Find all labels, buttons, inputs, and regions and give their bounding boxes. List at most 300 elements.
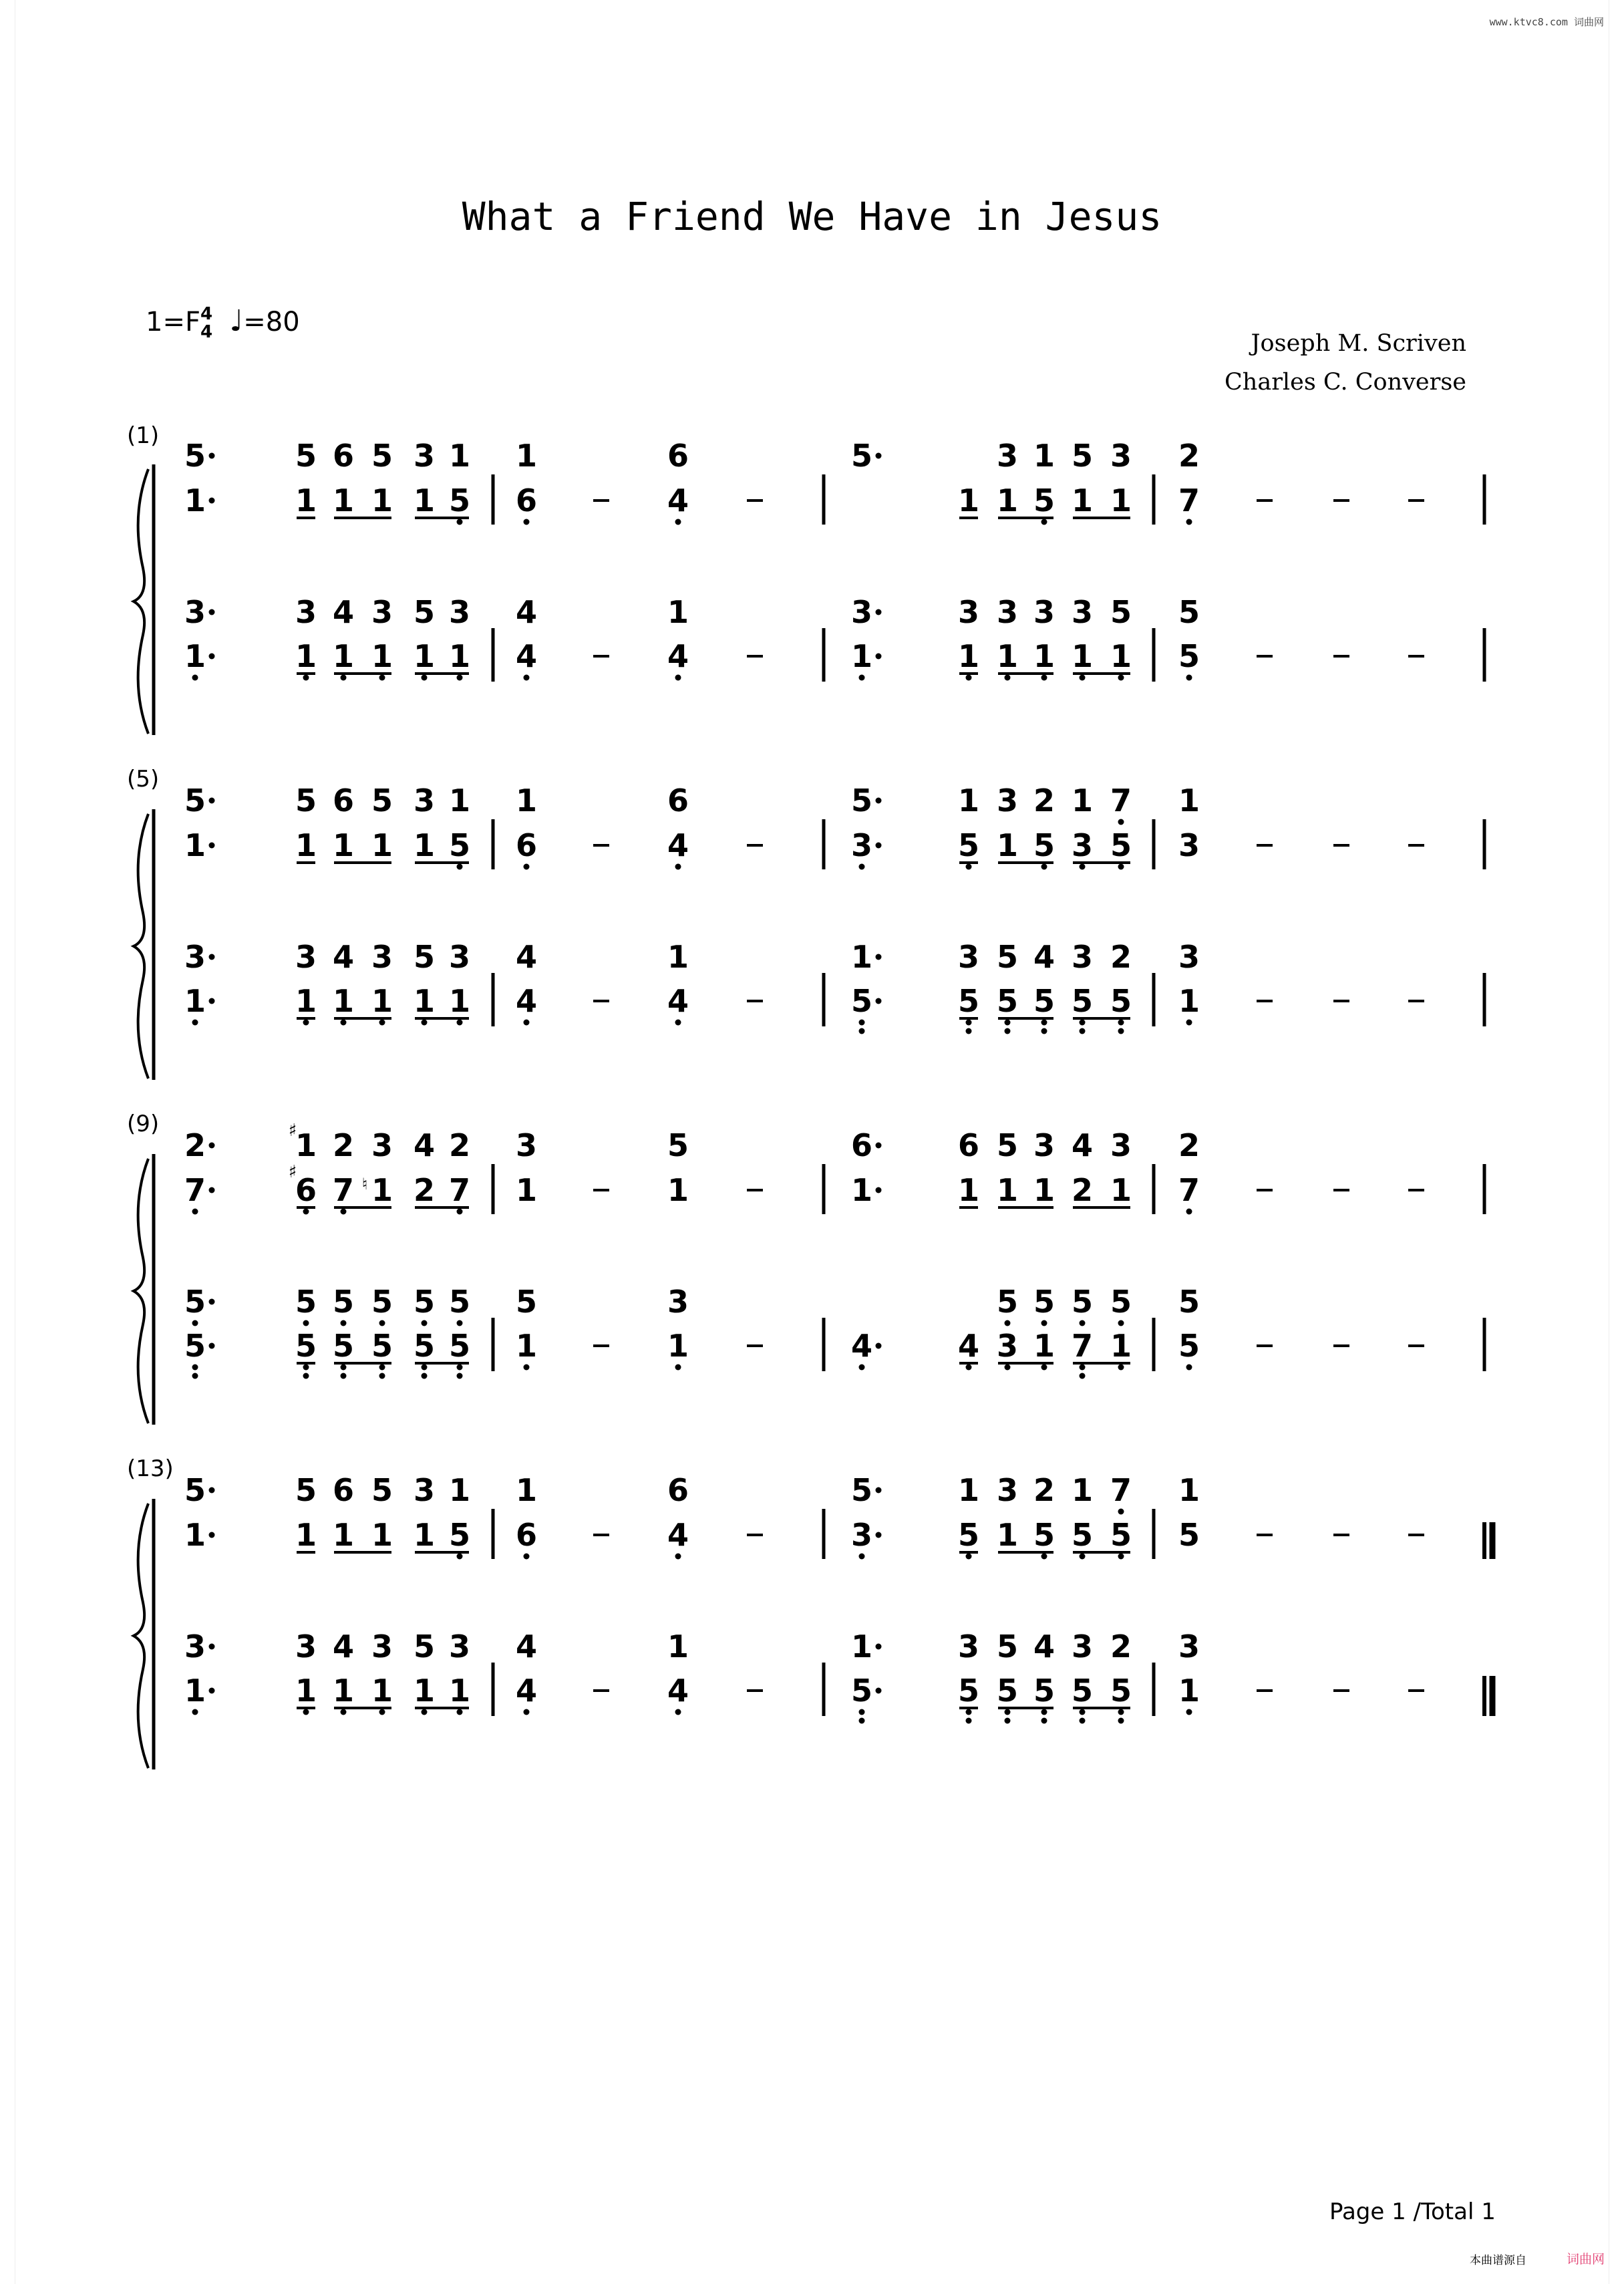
octave-dot xyxy=(457,519,463,525)
composer: Charles C. Converse xyxy=(1225,369,1466,396)
octave-dot xyxy=(1080,1028,1086,1034)
octave-dot xyxy=(1080,1709,1086,1715)
octave-dot xyxy=(1041,1365,1047,1371)
octave-dot xyxy=(1118,1320,1124,1326)
note-digit: 7 xyxy=(1178,1172,1200,1208)
note-digit: 5 xyxy=(1033,482,1055,519)
note-digit: 1 xyxy=(515,438,538,474)
octave-dot xyxy=(675,1020,681,1026)
octave-dot xyxy=(876,1688,882,1694)
octave-dot xyxy=(209,1487,215,1493)
octave-dot xyxy=(379,1320,385,1326)
note-digit: 2 xyxy=(1178,1127,1200,1163)
octave-dot xyxy=(341,1320,347,1326)
octave-dot xyxy=(859,1365,865,1371)
note-digit: 5 xyxy=(1071,1517,1094,1553)
note-digit: 1 xyxy=(413,1517,436,1553)
note-digit: 6 xyxy=(295,1172,317,1208)
note-digit: 1 xyxy=(1071,1472,1094,1508)
note-digit: 3 xyxy=(1071,1628,1094,1665)
octave-dot xyxy=(1005,1709,1011,1715)
octave-dot xyxy=(209,453,215,459)
note-digit: 3 xyxy=(667,1284,689,1320)
note-digit: 5 xyxy=(1110,1517,1132,1553)
note-digit: 1 xyxy=(413,827,436,863)
time-bottom: 4 xyxy=(200,322,213,342)
note-digit: 3 xyxy=(1110,438,1132,474)
octave-dot xyxy=(966,1554,972,1560)
octave-dot xyxy=(457,1365,463,1371)
measure-number-13: (13) xyxy=(127,1455,174,1482)
note-digit: 4 xyxy=(667,827,689,863)
note-digit: 1 xyxy=(1033,638,1055,674)
octave-dot xyxy=(876,1532,882,1538)
octave-dot xyxy=(876,1187,882,1193)
octave-dot xyxy=(966,1020,972,1026)
note-digit: 1 xyxy=(371,983,393,1019)
octave-dot xyxy=(379,675,385,681)
note-digit: 5 xyxy=(957,827,980,863)
note-digit: 5 xyxy=(295,1328,317,1364)
note-digit: 5 xyxy=(957,1673,980,1709)
note-digit: 4 xyxy=(1071,1127,1094,1163)
note-digit: 2 xyxy=(184,1127,206,1163)
note-digit: 3 xyxy=(850,594,873,630)
octave-dot xyxy=(379,1709,385,1715)
octave-dot xyxy=(1041,1709,1047,1715)
note-digit: 4 xyxy=(515,1628,538,1665)
note-digit: 3 xyxy=(371,939,393,975)
note-digit: 1 xyxy=(1110,1328,1132,1364)
octave-dot xyxy=(341,1209,347,1215)
note-digit: 3 xyxy=(1178,827,1200,863)
note-digit: 4 xyxy=(332,594,355,630)
octave-dot xyxy=(341,1365,347,1371)
note-digit: 1 xyxy=(295,983,317,1019)
octave-dot xyxy=(675,1554,681,1560)
note-digit: 1 xyxy=(448,638,471,674)
note-digit: 5 xyxy=(448,827,471,863)
note-digit: 3 xyxy=(957,939,980,975)
note-digit: 5 xyxy=(1071,1284,1094,1320)
note-digit: 5 xyxy=(1110,1673,1132,1709)
octave-dot xyxy=(859,1028,865,1034)
octave-dot xyxy=(876,1644,882,1650)
octave-dot xyxy=(1041,519,1047,525)
page-indicator: Page 1 /Total 1 xyxy=(1329,2198,1496,2225)
octave-dot xyxy=(209,1187,215,1193)
note-digit: 5 xyxy=(1178,1517,1200,1553)
note-digit: 4 xyxy=(413,1127,436,1163)
note-digit: 1 xyxy=(371,1172,393,1208)
note-digit: 1 xyxy=(184,983,206,1019)
octave-dot xyxy=(1080,1320,1086,1326)
octave-dot xyxy=(379,1365,385,1371)
note-digit: 1 xyxy=(1071,782,1094,819)
note-digit: 7 xyxy=(1178,482,1200,519)
note-digit: 5 xyxy=(1110,1284,1132,1320)
octave-dot xyxy=(422,1709,428,1715)
note-digit: 5 xyxy=(996,1628,1019,1665)
note-digit: 7 xyxy=(448,1172,471,1208)
note-digit: 1 xyxy=(371,827,393,863)
octave-dot xyxy=(1118,1020,1124,1026)
note-digit: 3 xyxy=(448,939,471,975)
note-digit: 5 xyxy=(1033,1517,1055,1553)
note-digit: 3 xyxy=(996,782,1019,819)
octave-dot xyxy=(966,1365,972,1371)
octave-dot xyxy=(209,843,215,849)
octave-dot xyxy=(379,1020,385,1026)
note-digit: 1 xyxy=(371,482,393,519)
note-digit: 5 xyxy=(996,1127,1019,1163)
octave-dot xyxy=(457,864,463,870)
octave-dot xyxy=(303,1373,309,1379)
octave-dot xyxy=(457,1709,463,1715)
octave-dot xyxy=(192,1709,198,1715)
note-digit: 5 xyxy=(1033,1284,1055,1320)
note-digit: 5 xyxy=(1071,983,1094,1019)
octave-dot xyxy=(379,1373,385,1379)
note-digit: 1 xyxy=(413,482,436,519)
note-digit: 1 xyxy=(295,1127,317,1163)
octave-dot xyxy=(1118,675,1124,681)
octave-dot xyxy=(1186,1209,1192,1215)
octave-dot xyxy=(675,675,681,681)
note-digit: 3 xyxy=(295,594,317,630)
brace xyxy=(134,469,148,734)
note-digit: 1 xyxy=(295,638,317,674)
note-digit: 3 xyxy=(184,594,206,630)
note-digit: 5 xyxy=(295,1284,317,1320)
note-digit: 1 xyxy=(1033,1328,1055,1364)
note-digit: 5 xyxy=(957,1517,980,1553)
note-digit: 3 xyxy=(295,939,317,975)
note-digit: 7 xyxy=(184,1172,206,1208)
note-digit: 2 xyxy=(1033,782,1055,819)
note-digit: 1 xyxy=(413,1673,436,1709)
note-digit: 1 xyxy=(1178,1673,1200,1709)
octave-dot xyxy=(341,1709,347,1715)
note-digit: 5 xyxy=(371,1472,393,1508)
note-digit: 3 xyxy=(1071,939,1094,975)
note-digit: 5 xyxy=(448,1517,471,1553)
sharp-icon: ♯ xyxy=(288,1121,297,1141)
octave-dot xyxy=(1118,1028,1124,1034)
quarter-note-icon: ♩ xyxy=(229,304,244,338)
note-digit: 3 xyxy=(1033,594,1055,630)
note-digit: 5 xyxy=(184,1328,206,1364)
octave-dot xyxy=(675,1709,681,1715)
note-digit: 6 xyxy=(667,438,689,474)
octave-dot xyxy=(303,1020,309,1026)
note-digit: 5 xyxy=(448,1284,471,1320)
note-digit: 5 xyxy=(1071,1673,1094,1709)
note-digit: 1 xyxy=(850,638,873,674)
octave-dot xyxy=(675,1365,681,1371)
octave-dot xyxy=(524,675,530,681)
octave-dot xyxy=(1005,675,1011,681)
note-digit: 5 xyxy=(996,983,1019,1019)
octave-dot xyxy=(303,1365,309,1371)
note-digit: 3 xyxy=(957,1628,980,1665)
octave-dot xyxy=(966,1709,972,1715)
octave-dot xyxy=(1080,1020,1086,1026)
note-digit: 6 xyxy=(332,1472,355,1508)
octave-dot xyxy=(966,1718,972,1724)
octave-dot xyxy=(876,1143,882,1149)
octave-dot xyxy=(876,453,882,459)
octave-dot xyxy=(876,954,882,960)
octave-dot xyxy=(1080,864,1086,870)
brace xyxy=(134,1159,148,1423)
octave-dot xyxy=(675,864,681,870)
octave-dot xyxy=(457,1020,463,1026)
note-digit: 4 xyxy=(515,638,538,674)
octave-dot xyxy=(209,798,215,804)
brace xyxy=(134,1504,148,1768)
note-digit: 1 xyxy=(1071,482,1094,519)
note-digit: 1 xyxy=(184,482,206,519)
note-digit: 5 xyxy=(295,438,317,474)
note-digit: 3 xyxy=(1110,1127,1132,1163)
note-digit: 5 xyxy=(996,1284,1019,1320)
note-digit: 5 xyxy=(1178,1284,1200,1320)
note-digit: 5 xyxy=(184,438,206,474)
octave-dot xyxy=(1118,1718,1124,1724)
octave-dot xyxy=(192,1320,198,1326)
note-digit: 2 xyxy=(413,1172,436,1208)
note-digit: 4 xyxy=(957,1328,980,1364)
note-digit: 1 xyxy=(448,438,471,474)
octave-dot xyxy=(209,1343,215,1349)
octave-dot xyxy=(859,1554,865,1560)
note-digit: 2 xyxy=(448,1127,471,1163)
octave-dot xyxy=(209,998,215,1004)
octave-dot xyxy=(675,519,681,525)
note-digit: 1 xyxy=(295,1517,317,1553)
octave-dot xyxy=(1041,1718,1047,1724)
source-label: 本曲谱源自 xyxy=(1470,2254,1526,2267)
note-digit: 5 xyxy=(371,438,393,474)
note-digit: 5 xyxy=(996,939,1019,975)
octave-dot xyxy=(859,1709,865,1715)
note-digit: 4 xyxy=(1033,939,1055,975)
octave-dot xyxy=(876,1343,882,1349)
note-digit: 3 xyxy=(1178,1628,1200,1665)
note-digit: 1 xyxy=(332,983,355,1019)
note-digit: 1 xyxy=(667,1628,689,1665)
note-digit: 3 xyxy=(996,438,1019,474)
note-digit: 3 xyxy=(996,1328,1019,1364)
note-digit: 2 xyxy=(1071,1172,1094,1208)
note-digit: 1 xyxy=(667,1172,689,1208)
note-digit: 3 xyxy=(850,827,873,863)
note-digit: 1 xyxy=(957,482,980,519)
note-digit: 1 xyxy=(295,827,317,863)
note-digit: 1 xyxy=(850,1628,873,1665)
note-digit: 5 xyxy=(413,1328,436,1364)
octave-dot xyxy=(1041,675,1047,681)
octave-dot xyxy=(1186,675,1192,681)
octave-dot xyxy=(457,675,463,681)
note-digit: 7 xyxy=(1110,782,1132,819)
note-digit: 3 xyxy=(448,594,471,630)
octave-dot xyxy=(1186,1365,1192,1371)
note-digit: 6 xyxy=(515,827,538,863)
note-digit: 5 xyxy=(448,482,471,519)
octave-dot xyxy=(422,1320,428,1326)
note-digit: 2 xyxy=(1033,1472,1055,1508)
note-digit: 3 xyxy=(996,1472,1019,1508)
octave-dot xyxy=(457,1554,463,1560)
octave-dot xyxy=(1118,1365,1124,1371)
note-digit: 1 xyxy=(667,1328,689,1364)
note-digit: 2 xyxy=(1110,939,1132,975)
note-digit: 4 xyxy=(1033,1628,1055,1665)
octave-dot xyxy=(209,609,215,615)
note-digit: 1 xyxy=(515,1472,538,1508)
note-digit: 1 xyxy=(1110,1172,1132,1208)
octave-dot xyxy=(1186,1020,1192,1026)
note-digit: 5 xyxy=(413,1628,436,1665)
octave-dot xyxy=(209,1688,215,1694)
note-digit: 1 xyxy=(295,482,317,519)
note-digit: 6 xyxy=(667,782,689,819)
octave-dot xyxy=(1005,1365,1011,1371)
lyricist: Joseph M. Scriven xyxy=(1251,330,1466,357)
octave-dot xyxy=(524,864,530,870)
octave-dot xyxy=(876,998,882,1004)
note-digit: 1 xyxy=(413,983,436,1019)
octave-dot xyxy=(192,1020,198,1026)
octave-dot xyxy=(422,1365,428,1371)
note-digit: 4 xyxy=(667,482,689,519)
note-digit: 1 xyxy=(413,638,436,674)
note-digit: 5 xyxy=(413,939,436,975)
note-digit: 5 xyxy=(1178,1328,1200,1364)
note-digit: 1 xyxy=(1178,782,1200,819)
note-digit: 5 xyxy=(1178,638,1200,674)
note-digit: 5 xyxy=(184,782,206,819)
octave-dot xyxy=(1005,1718,1011,1724)
note-digit: 5 xyxy=(413,1284,436,1320)
octave-dot xyxy=(1118,1509,1124,1515)
note-digit: 4 xyxy=(667,638,689,674)
note-digit: 1 xyxy=(371,1517,393,1553)
note-digit: 6 xyxy=(957,1127,980,1163)
note-digit: 5 xyxy=(295,782,317,819)
note-digit: 5 xyxy=(184,1284,206,1320)
octave-dot xyxy=(303,1709,309,1715)
octave-dot xyxy=(876,843,882,849)
note-digit: 3 xyxy=(184,939,206,975)
note-digit: 5 xyxy=(448,1328,471,1364)
note-digit: 4 xyxy=(515,594,538,630)
note-digit: 5 xyxy=(1110,827,1132,863)
note-digit: 5 xyxy=(371,1284,393,1320)
natural-icon: ♮ xyxy=(361,1175,368,1193)
note-digit: 2 xyxy=(332,1127,355,1163)
note-digit: 4 xyxy=(332,1628,355,1665)
sharp-icon: ♯ xyxy=(288,1162,297,1182)
note-digit: 5 xyxy=(515,1284,538,1320)
note-digit: 3 xyxy=(957,594,980,630)
note-digit: 1 xyxy=(184,827,206,863)
octave-dot xyxy=(341,1020,347,1026)
note-digit: 1 xyxy=(996,482,1019,519)
octave-dot xyxy=(1118,864,1124,870)
note-digit: 3 xyxy=(295,1628,317,1665)
note-digit: 1 xyxy=(996,827,1019,863)
note-digit: 5 xyxy=(850,1673,873,1709)
octave-dot xyxy=(859,675,865,681)
octave-dot xyxy=(192,1365,198,1371)
octave-dot xyxy=(1041,1320,1047,1326)
octave-dot xyxy=(1005,1028,1011,1034)
note-digit: 5 xyxy=(957,983,980,1019)
note-digit: 5 xyxy=(184,1472,206,1508)
note-digit: 3 xyxy=(371,594,393,630)
note-digit: 1 xyxy=(996,638,1019,674)
note-digit: 6 xyxy=(515,482,538,519)
octave-dot xyxy=(524,519,530,525)
octave-dot xyxy=(1186,519,1192,525)
note-digit: 1 xyxy=(957,782,980,819)
note-digit: 5 xyxy=(332,1284,355,1320)
octave-dot xyxy=(422,675,428,681)
measure-number-5: (5) xyxy=(127,766,160,793)
note-digit: 3 xyxy=(371,1628,393,1665)
octave-dot xyxy=(209,1532,215,1538)
octave-dot xyxy=(303,1320,309,1326)
octave-dot xyxy=(524,1554,530,1560)
note-digit: 1 xyxy=(184,1517,206,1553)
note-digit: 3 xyxy=(996,594,1019,630)
note-digit: 1 xyxy=(850,1172,873,1208)
note-digit: 4 xyxy=(667,1673,689,1709)
note-digit: 5 xyxy=(1071,438,1094,474)
note-digit: 7 xyxy=(1071,1328,1094,1364)
tempo-value: =80 xyxy=(243,307,300,337)
note-digit: 2 xyxy=(1110,1628,1132,1665)
octave-dot xyxy=(1080,675,1086,681)
octave-dot xyxy=(457,1320,463,1326)
note-digit: 1 xyxy=(1033,438,1055,474)
note-digit: 1 xyxy=(332,482,355,519)
note-digit: 5 xyxy=(1110,594,1132,630)
note-digit: 1 xyxy=(957,1472,980,1508)
octave-dot xyxy=(1041,1554,1047,1560)
note-digit: 1 xyxy=(667,939,689,975)
octave-dot xyxy=(524,1020,530,1026)
octave-dot xyxy=(422,1373,428,1379)
note-digit: 1 xyxy=(332,1673,355,1709)
octave-dot xyxy=(341,1373,347,1379)
note-digit: 4 xyxy=(515,1673,538,1709)
octave-dot xyxy=(1080,1365,1086,1371)
note-digit: 3 xyxy=(1071,827,1094,863)
note-digit: 1 xyxy=(1071,638,1094,674)
note-digit: 3 xyxy=(184,1628,206,1665)
octave-dot xyxy=(876,609,882,615)
octave-dot xyxy=(876,798,882,804)
note-digit: 5 xyxy=(413,594,436,630)
octave-dot xyxy=(209,654,215,660)
octave-dot xyxy=(966,864,972,870)
octave-dot xyxy=(303,1209,309,1215)
time-top: 4 xyxy=(200,304,213,324)
